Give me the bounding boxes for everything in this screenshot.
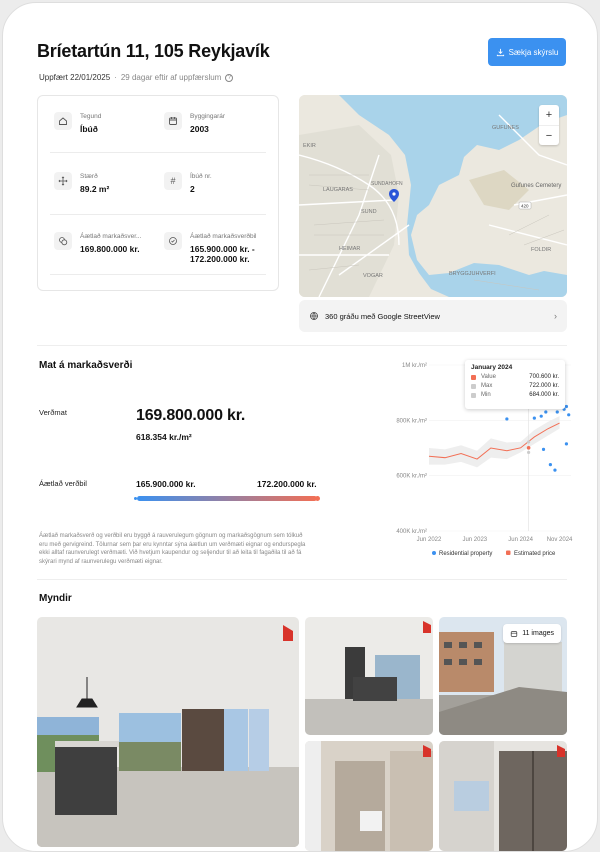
- fact-unit: [164, 172, 212, 194]
- residential-point: [549, 463, 552, 466]
- y-tick-label: 400K kr./m²: [396, 529, 427, 535]
- map-label: HEIMAR: [339, 246, 361, 252]
- download-report-label: Sækja skýrslu: [508, 47, 559, 57]
- price-per-m2: 618.354 kr./m²: [136, 432, 192, 442]
- fact-value: 89.2 m²: [80, 184, 110, 194]
- value-point: [527, 446, 531, 450]
- tooltip-row: Value 700.600 kr.: [471, 374, 559, 380]
- valuation-title: Mat á markaðsverði: [39, 360, 133, 371]
- chevron-right-icon: ›: [554, 311, 557, 321]
- map-label: FOLDIR: [531, 247, 552, 253]
- fact-value: 2003: [190, 124, 209, 134]
- range-dot-high: [315, 496, 320, 501]
- range-label: Áætlað verðbil: [39, 479, 87, 488]
- tooltip-row: Min 684.000 kr.: [471, 392, 559, 398]
- streetview-icon: [309, 311, 319, 321]
- residential-point: [567, 413, 570, 416]
- y-tick-label: 600K kr./m²: [396, 473, 427, 480]
- range-high: 172.200.000 kr.: [257, 479, 317, 489]
- fact-divider: [50, 274, 266, 275]
- legend-swatch-estimated: [506, 551, 511, 556]
- fact-divider: [50, 214, 266, 215]
- page-frame: [2, 2, 598, 852]
- map-label: GUFUNES: [492, 125, 519, 131]
- page-title: Bríetartún 11, 105 Reykjavík: [37, 41, 270, 61]
- map-zoom-control: [539, 105, 559, 145]
- zoom-in-button[interactable]: +: [545, 109, 553, 121]
- help-icon[interactable]: ?: [225, 74, 233, 82]
- fact-year: [164, 112, 225, 134]
- tooltip-row: Max 722.000 kr.: [471, 383, 559, 389]
- zoom-out-button[interactable]: −: [539, 125, 559, 145]
- y-tick-label: 1M kr./m²: [402, 363, 427, 369]
- section-divider: [37, 345, 567, 346]
- calendar-icon: [164, 112, 182, 130]
- legend-swatch-residential: [432, 551, 436, 555]
- map-label: LAUGARAS: [323, 187, 353, 193]
- map-label: SUND: [361, 209, 377, 215]
- map-label: EKIR: [303, 143, 316, 149]
- fact-estimate: [54, 232, 158, 254]
- update-info: [39, 73, 233, 82]
- map-label: 420: [521, 203, 529, 209]
- coins-icon: [54, 232, 72, 250]
- residential-point: [553, 469, 556, 472]
- min-point: [527, 451, 530, 454]
- photo-main[interactable]: [37, 617, 299, 847]
- fact-range: [164, 232, 272, 264]
- fact-value: 169.800.000 kr.: [80, 244, 140, 254]
- x-tick-label: Jun 2022: [416, 537, 442, 543]
- fact-label: Áætlað markaðsver...: [80, 233, 142, 240]
- valuation-disclaimer: Áætlað markaðsverð og verðbil eru byggð á rauverulegum gögnum og markaðsgögnum sem tólkuð eru með gervigreind. Tölurnar sem þar eru kynntar sýna áætlun um verðmæti eignar og endurspegla ekki alltaf raunverulegt verðmæti. Við hvetjum kaupendur og seljendur til að leita til fagaðila til að fá skýrari mynd af raunverulegu verðmæti eignar.: [39, 533, 306, 565]
- fact-label: Stærð: [80, 173, 98, 180]
- range-low: 165.900.000 kr.: [136, 479, 196, 489]
- map-label: SUNDAHOFN: [371, 181, 403, 187]
- fact-label: Tegund: [80, 113, 102, 120]
- fact-value: 165.900.000 kr. - 172.200.000 kr.: [190, 244, 255, 264]
- range-bar: [137, 496, 317, 501]
- map-label: Gufunes Cemetery: [511, 183, 562, 189]
- map-label: BRYGGJUHVERFI: [449, 271, 496, 277]
- section-divider: [37, 579, 567, 580]
- image-count-badge[interactable]: [503, 624, 561, 643]
- residential-point: [540, 415, 543, 418]
- x-tick-label: Jun 2023: [462, 537, 488, 543]
- image-count-label: 11 images: [522, 630, 554, 637]
- days-remaining: 29 dagar eftir af uppfærslum: [120, 73, 222, 82]
- hash-icon: #: [164, 172, 182, 190]
- map-label: VOGAR: [363, 273, 383, 279]
- separator: ·: [114, 73, 117, 82]
- residential-point: [505, 417, 508, 420]
- x-tick-label: Nov 2024: [546, 537, 573, 543]
- home-icon: [54, 112, 72, 130]
- streetview-label: 360 gráðu með Google StreetView: [325, 311, 440, 321]
- streetview-button[interactable]: [299, 300, 567, 332]
- download-report-button[interactable]: [488, 38, 566, 66]
- residential-point: [533, 417, 536, 420]
- y-tick-label: 800K kr./m²: [396, 418, 427, 425]
- range-dot-low: [134, 497, 137, 500]
- images-icon: [510, 630, 518, 638]
- residential-point: [556, 410, 559, 413]
- move-icon: [54, 172, 72, 190]
- fact-size: [54, 172, 109, 194]
- download-icon: [496, 48, 505, 57]
- photo-5[interactable]: [439, 741, 567, 851]
- map-canvas: [299, 95, 567, 297]
- fact-value: Íbúð: [80, 124, 98, 134]
- fact-label: Íbúð nr.: [190, 173, 212, 180]
- fact-label: Áætlað markaðsverðbil: [190, 233, 257, 240]
- map[interactable]: [299, 95, 567, 297]
- updated-date: Uppfært 22/01/2025: [39, 73, 111, 82]
- chart-tooltip: [465, 360, 565, 409]
- legend-label-estimated: Estimated price: [514, 551, 556, 557]
- check-circle-icon: [164, 232, 182, 250]
- fact-type: [54, 112, 101, 134]
- residential-point: [565, 405, 568, 408]
- fact-value: 2: [190, 184, 195, 194]
- estimate-label: Verðmat: [39, 408, 67, 417]
- tooltip-title: January 2024: [471, 364, 513, 371]
- estimate-band: [429, 416, 560, 467]
- residential-point: [565, 442, 568, 445]
- x-tick-label: Jun 2024: [508, 537, 533, 543]
- photo-4[interactable]: [305, 741, 433, 851]
- residential-point: [542, 448, 545, 451]
- property-facts-card: [37, 95, 279, 291]
- legend-label-residential: Residential property: [439, 551, 493, 557]
- fact-divider: [50, 152, 266, 153]
- photo-3[interactable]: [439, 617, 567, 735]
- fact-label: Byggingarár: [190, 113, 226, 120]
- photo-2[interactable]: [305, 617, 433, 735]
- max-point: [527, 440, 530, 443]
- photos-title: Myndir: [39, 593, 72, 604]
- estimate-value: 169.800.000 kr.: [136, 407, 246, 424]
- residential-point: [544, 410, 547, 413]
